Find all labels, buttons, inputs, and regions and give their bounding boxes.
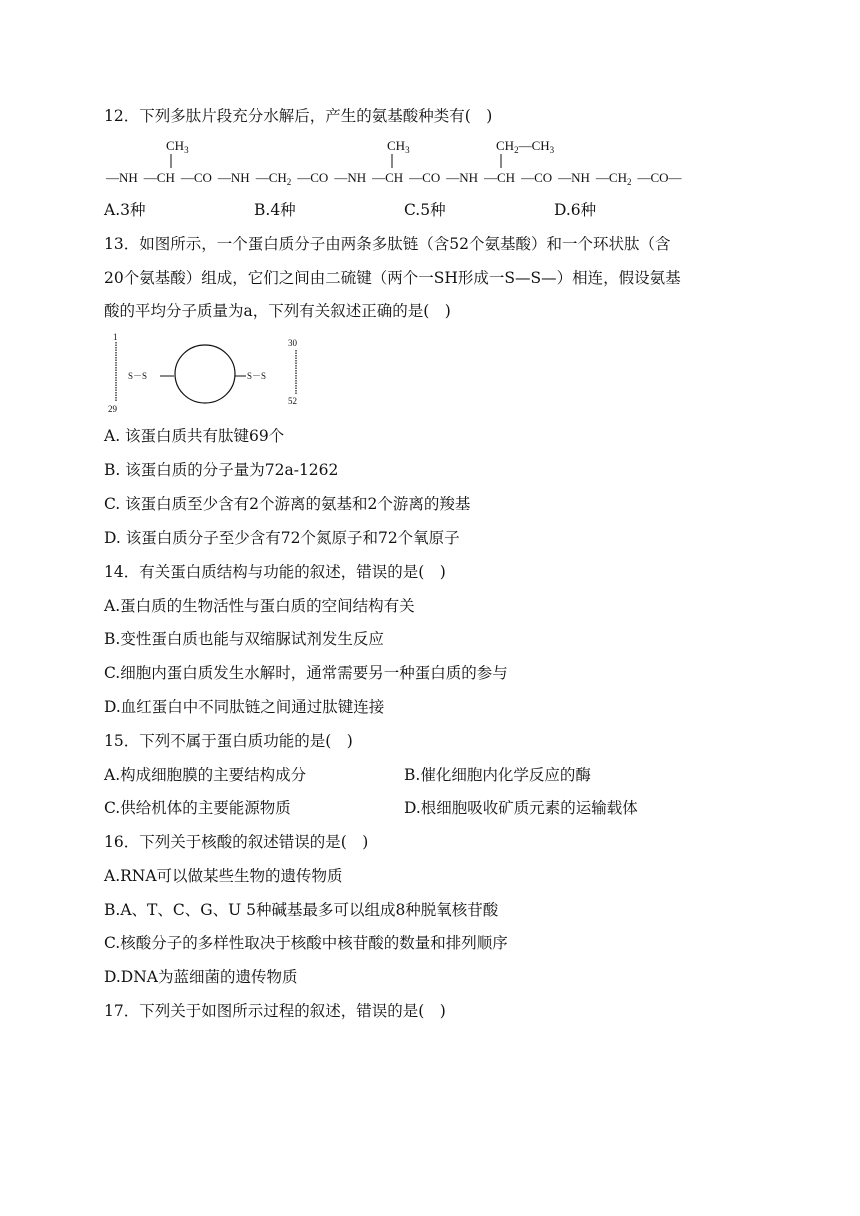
q13-ss-right: S－S xyxy=(247,371,267,381)
q13-option-d: D. 该蛋白质分子至少含有72个氮原子和72个氧原子 xyxy=(104,529,460,547)
q15-option-d: D.根细胞吸收矿质元素的运输载体 xyxy=(404,799,638,817)
q13-ss-left: S－S xyxy=(128,371,148,381)
q12-stem: 12．下列多肽片段充分水解后，产生的氨基酸种类有( ) xyxy=(104,107,493,125)
q14-option-a: A.蛋白质的生物活性与蛋白质的空间结构有关 xyxy=(104,597,415,615)
q14-option-c: C.细胞内蛋白质发生水解时，通常需要另一种蛋白质的参与 xyxy=(104,664,508,682)
q12-peptide-structure xyxy=(104,136,704,192)
q12-option-b: B.4种 xyxy=(254,201,296,219)
q16-stem: 16．下列关于核酸的叙述错误的是( ) xyxy=(104,833,369,851)
q13-option-b: B. 该蛋白质的分子量为72a-1262 xyxy=(104,461,339,479)
q12-side-ch3-2: $CH_3$ xyxy=(387,138,410,155)
q12-side-ch3-1: $CH_3$ xyxy=(166,138,189,155)
q14-option-b: B.变性蛋白质也能与双缩脲试剂发生反应 xyxy=(104,630,384,648)
q13-option-a: A. 该蛋白质共有肽键69个 xyxy=(104,427,285,445)
q12-option-c: C.5种 xyxy=(404,201,446,219)
q12-option-d: D.6种 xyxy=(554,201,597,219)
q13-stem-line-1: 13．如图所示，一个蛋白质分子由两条多肽链（含52个氨基酸）和一个环状肽（含 xyxy=(104,235,671,253)
q13-label-52: 52 xyxy=(288,396,297,406)
q13-protein-figure xyxy=(104,332,324,418)
q12-option-a: A.3种 xyxy=(104,201,146,219)
q15-option-c: C.供给机体的主要能源物质 xyxy=(104,799,291,817)
q14-stem: 14．有关蛋白质结构与功能的叙述，错误的是( ) xyxy=(104,563,446,581)
q13-label-30: 30 xyxy=(288,338,297,348)
q13-option-c: C. 该蛋白质至少含有2个游离的氨基和2个游离的羧基 xyxy=(104,495,471,513)
q15-option-a: A.构成细胞膜的主要结构成分 xyxy=(104,766,307,784)
q13-label-1: 1 xyxy=(113,332,118,342)
q13-stem-line-3: 酸的平均分子质量为a，下列有关叙述正确的是( ) xyxy=(104,302,451,320)
q15-stem: 15．下列不属于蛋白质功能的是( ) xyxy=(104,732,353,750)
q16-option-d: D.DNA为蓝细菌的遗传物质 xyxy=(104,968,298,986)
q16-option-b: B.A、T、C、G、U 5种碱基最多可以组成8种脱氧核苷酸 xyxy=(104,901,499,919)
q16-option-a: A.RNA可以做某些生物的遗传物质 xyxy=(104,867,343,885)
q13-label-29: 29 xyxy=(108,404,117,414)
q13-stem-line-2: 20个氨基酸）组成，它们之间由二硫键（两个一SH形成一S—S—）相连，假设氨基 xyxy=(104,269,681,287)
q14-option-d: D.血红蛋白中不同肽链之间通过肽键连接 xyxy=(104,698,385,716)
q15-option-b: B.催化细胞内化学反应的酶 xyxy=(404,766,591,784)
q17-stem: 17．下列关于如图所示过程的叙述，错误的是( ) xyxy=(104,1002,446,1020)
q16-option-c: C.核酸分子的多样性取决于核酸中核苷酸的数量和排列顺序 xyxy=(104,934,508,952)
q12-side-ch2ch3: $CH_2—CH_3$ xyxy=(496,138,555,155)
q12-main-chain: —NH —CH —CO —NH $—CH_2$ —CO —NH —CH —CO —NH —CH —CO —NH $—CH_2$ —CO— xyxy=(106,170,682,187)
